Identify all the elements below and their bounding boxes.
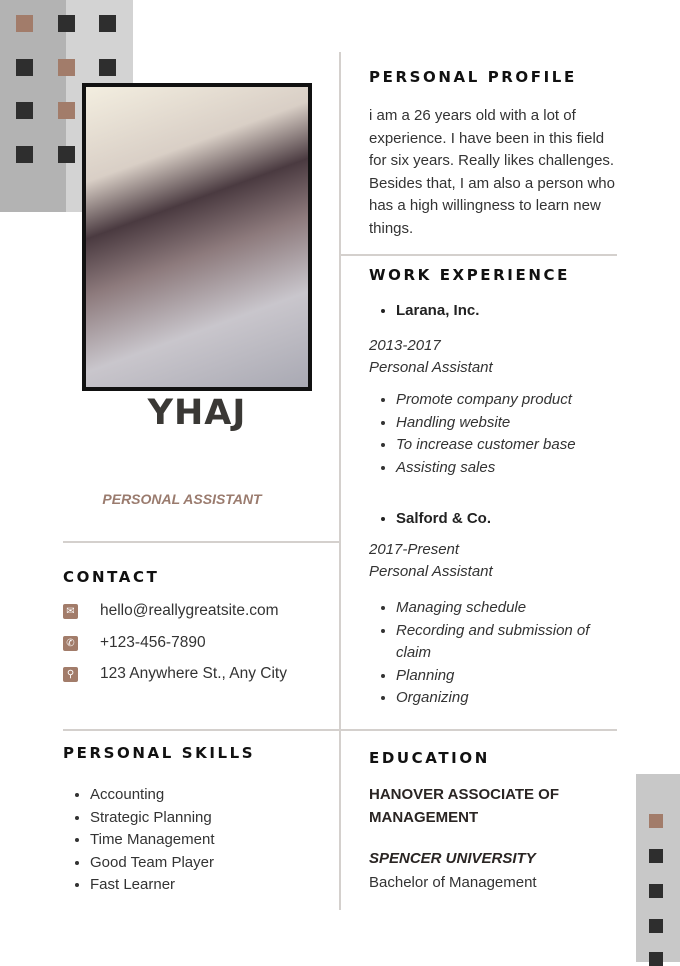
- school-name: HANOVER ASSOCIATE OF MANAGEMENT: [369, 786, 560, 826]
- job-position: Personal Assistant: [369, 563, 493, 580]
- vertical-divider: [339, 52, 341, 910]
- duty-item: • Managing schedule: [396, 597, 619, 620]
- job-period: 2017-Present: [369, 541, 460, 558]
- duty-item: • Assisting sales: [396, 457, 619, 480]
- contact-email[interactable]: hello@reallygreatsite.com: [100, 602, 279, 619]
- work-heading: WORK EXPERIENCE: [369, 266, 570, 284]
- skill-item: • Fast Learner: [90, 874, 215, 897]
- profile-heading: PERSONAL PROFILE: [369, 68, 577, 86]
- contact-heading: CONTACT: [63, 568, 160, 586]
- skills-list: [63, 784, 215, 897]
- education-heading: EDUCATION: [369, 749, 490, 767]
- job-duties: [369, 389, 619, 479]
- duty-item: • Organizing: [396, 687, 619, 710]
- divider: [340, 254, 617, 256]
- divider: [63, 541, 340, 543]
- job-position: Personal Assistant: [369, 359, 493, 376]
- job-period: 2013-2017: [369, 337, 441, 354]
- divider: [63, 729, 617, 731]
- profile-text: i am a 26 years old with a lot of experience. I have been in this field for six years. Really likes challenges. Besides that, I am also a person who has a high willingness to learn new things.: [369, 107, 615, 237]
- skill-item: • Good Team Player: [90, 852, 215, 875]
- decor-block-bottom: [636, 774, 680, 962]
- skills-heading: PERSONAL SKILLS: [63, 744, 256, 762]
- skill-item: • Accounting: [90, 784, 215, 807]
- duty-item: • Recording and submission of claim: [396, 620, 619, 665]
- job-company: • Salford & Co.: [369, 508, 491, 531]
- phone-icon: ✆: [63, 636, 78, 651]
- university-name: SPENCER UNIVERSITY: [369, 850, 536, 867]
- duty-item: • Planning: [396, 665, 619, 688]
- location-icon: ⚲: [63, 667, 78, 682]
- duty-item: • Handling website: [396, 412, 619, 435]
- job-title: PERSONAL ASSISTANT: [102, 491, 262, 507]
- duty-item: • Promote company product: [396, 389, 619, 412]
- job-duties: [369, 597, 619, 710]
- degree: Bachelor of Management: [369, 874, 537, 891]
- email-icon: ✉: [63, 604, 78, 619]
- skill-item: • Strategic Planning: [90, 807, 215, 830]
- job-company: • Larana, Inc.: [369, 300, 479, 323]
- contact-phone[interactable]: +123-456-7890: [100, 634, 206, 651]
- contact-address: 123 Anywhere St., Any City: [100, 665, 287, 682]
- name-heading: YHAJ: [147, 393, 247, 433]
- skill-item: • Time Management: [90, 829, 215, 852]
- duty-item: • To increase customer base: [396, 434, 619, 457]
- profile-photo: [82, 83, 312, 391]
